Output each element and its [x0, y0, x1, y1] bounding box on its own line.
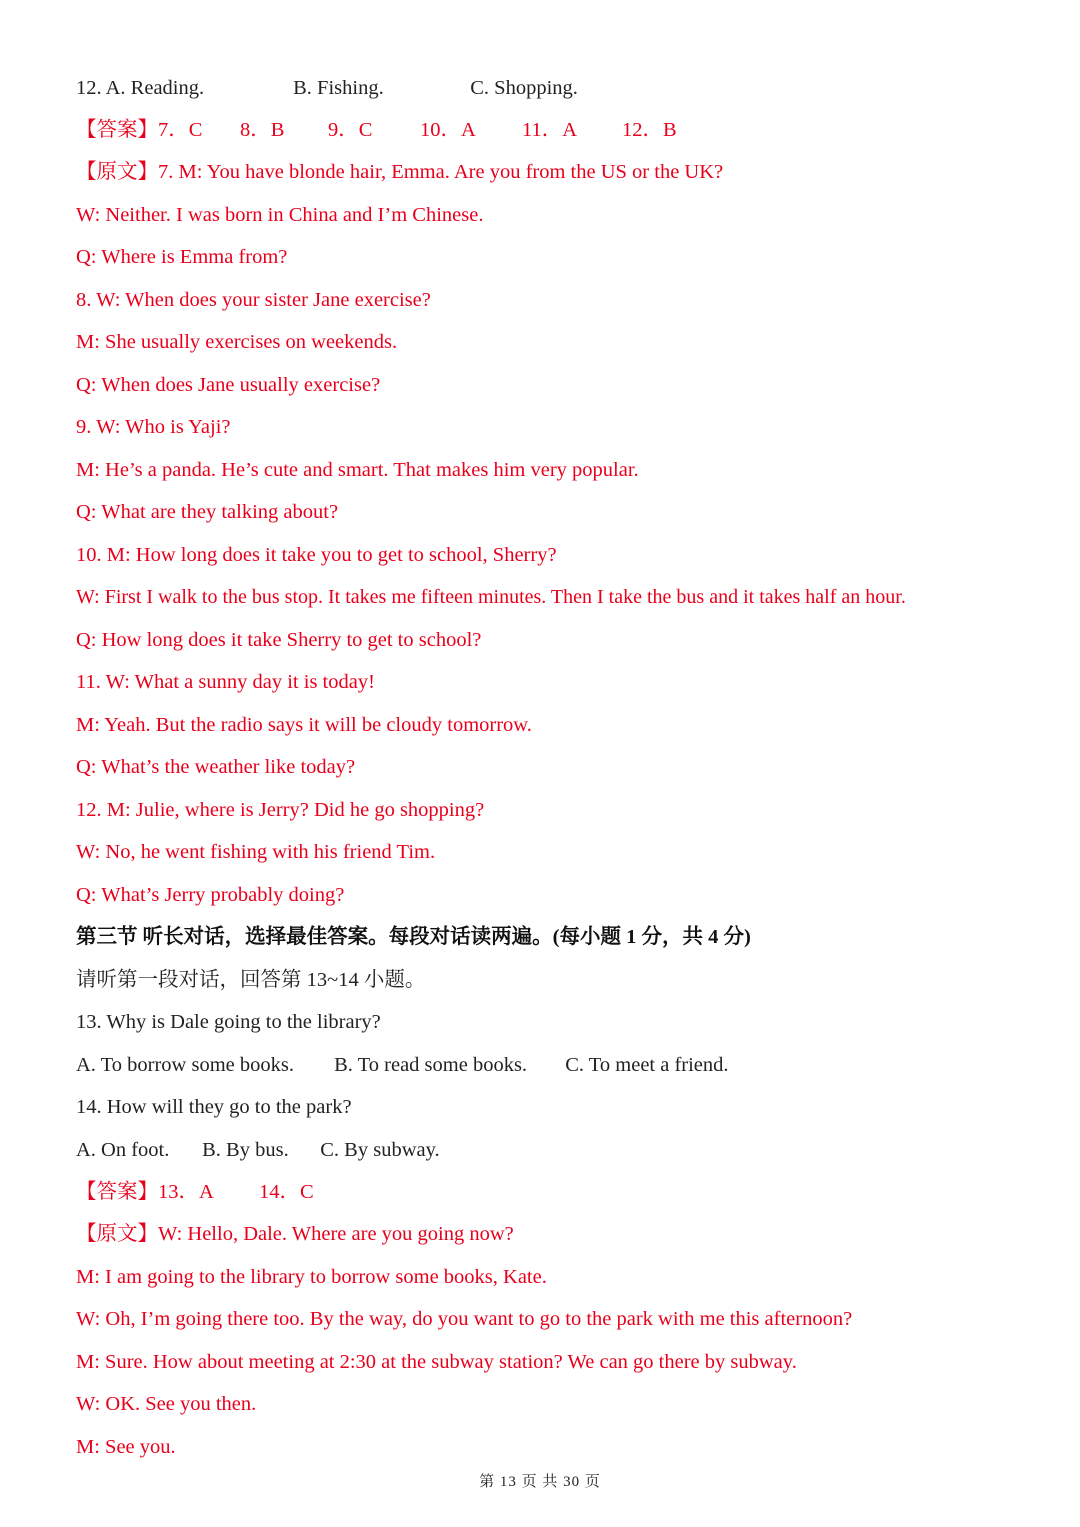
transcript-line: 【原文】W: Hello, Dale. Where are you going now?: [76, 1223, 514, 1245]
answer-item: 13．A: [158, 1181, 214, 1203]
transcript-line: 11. W: What a sunny day it is today!: [76, 671, 375, 693]
question-13-options: [76, 1053, 729, 1077]
answer-label: 【答案】: [76, 1181, 158, 1203]
transcript-line: Q: When does Jane usually exercise?: [76, 374, 381, 396]
answer-item: 7．C: [158, 119, 203, 141]
answer-key-13-14: [76, 1180, 314, 1204]
answer-item: 12．B: [622, 119, 677, 141]
transcript-line: 12. M: Julie, where is Jerry? Did he go shopping?: [76, 799, 485, 821]
transcript-line: 9. W: Who is Yaji?: [76, 416, 231, 438]
answer-label: 【答案】: [76, 119, 158, 141]
transcript-line: Q: Where is Emma from?: [76, 246, 288, 268]
transcript-line: M: She usually exercises on weekends.: [76, 331, 398, 353]
transcript-line: W: First I walk to the bus stop. It takes me fifteen minutes. Then I take the bus and it takes half an hour.: [76, 586, 906, 608]
section-heading: 第三节 听长对话，选择最佳答案。每段对话读两遍。(每小题 1 分，共 4 分): [76, 926, 751, 948]
question-14-option-c: C. By subway.: [320, 1139, 440, 1161]
transcript-line: Q: What’s Jerry probably doing?: [76, 884, 345, 906]
question-13: 13. Why is Dale going to the library?: [76, 1011, 381, 1033]
question-14: 14. How will they go to the park?: [76, 1096, 352, 1118]
transcript-line: M: I am going to the library to borrow some books, Kate.: [76, 1266, 547, 1288]
transcript-label: 【原文】: [76, 161, 158, 183]
transcript-line: W: No, he went fishing with his friend Tim.: [76, 841, 436, 863]
transcript-label: 【原文】: [76, 1223, 158, 1245]
transcript-line: Q: What’s the weather like today?: [76, 756, 356, 778]
page-number-footer: 第 13 页 共 30 页: [479, 1474, 601, 1490]
transcript-line: 8. W: When does your sister Jane exercise?: [76, 289, 431, 311]
answer-item: 10．A: [420, 119, 476, 141]
transcript-line: W: Oh, I’m going there too. By the way, do you want to go to the park with me this afternoon?: [76, 1308, 853, 1330]
question-12-option-a: 12. A. Reading.: [76, 77, 205, 99]
answer-item: 11．A: [522, 119, 578, 141]
transcript-line: 【原文】7. M: You have blonde hair, Emma. Are you from the US or the UK?: [76, 161, 724, 183]
question-14-options: [76, 1138, 440, 1162]
transcript-line: W: OK. See you then.: [76, 1393, 257, 1415]
answer-item: 9．C: [328, 119, 373, 141]
transcript-line: 10. M: How long does it take you to get to school, Sherry?: [76, 544, 557, 566]
transcript-line: Q: How long does it take Sherry to get to school?: [76, 629, 482, 651]
answer-item: 8．B: [240, 119, 285, 141]
question-13-option-b: B. To read some books.: [334, 1054, 528, 1076]
question-12-option-b: B. Fishing.: [293, 77, 384, 99]
question-12-options: [76, 76, 578, 100]
transcript-line: W: Neither. I was born in China and I’m Chinese.: [76, 204, 484, 226]
transcript-line: M: Yeah. But the radio says it will be cloudy tomorrow.: [76, 714, 532, 736]
question-14-option-a: A. On foot.: [76, 1139, 170, 1161]
transcript-line: Q: What are they talking about?: [76, 501, 339, 523]
question-13-option-a: A. To borrow some books.: [76, 1054, 294, 1076]
answer-key-7-12: [76, 118, 677, 142]
transcript-line: M: See you.: [76, 1436, 176, 1458]
answer-item: 14．C: [259, 1181, 314, 1203]
section-instruction: 请听第一段对话，回答第 13~14 小题。: [76, 969, 426, 991]
question-12-option-c: C. Shopping.: [470, 77, 578, 99]
question-13-option-c: C. To meet a friend.: [565, 1054, 729, 1076]
transcript-line: M: He’s a panda. He’s cute and smart. That makes him very popular.: [76, 459, 639, 481]
transcript-line: M: Sure. How about meeting at 2:30 at the subway station? We can go there by subway.: [76, 1351, 797, 1373]
question-14-option-b: B. By bus.: [202, 1139, 289, 1161]
